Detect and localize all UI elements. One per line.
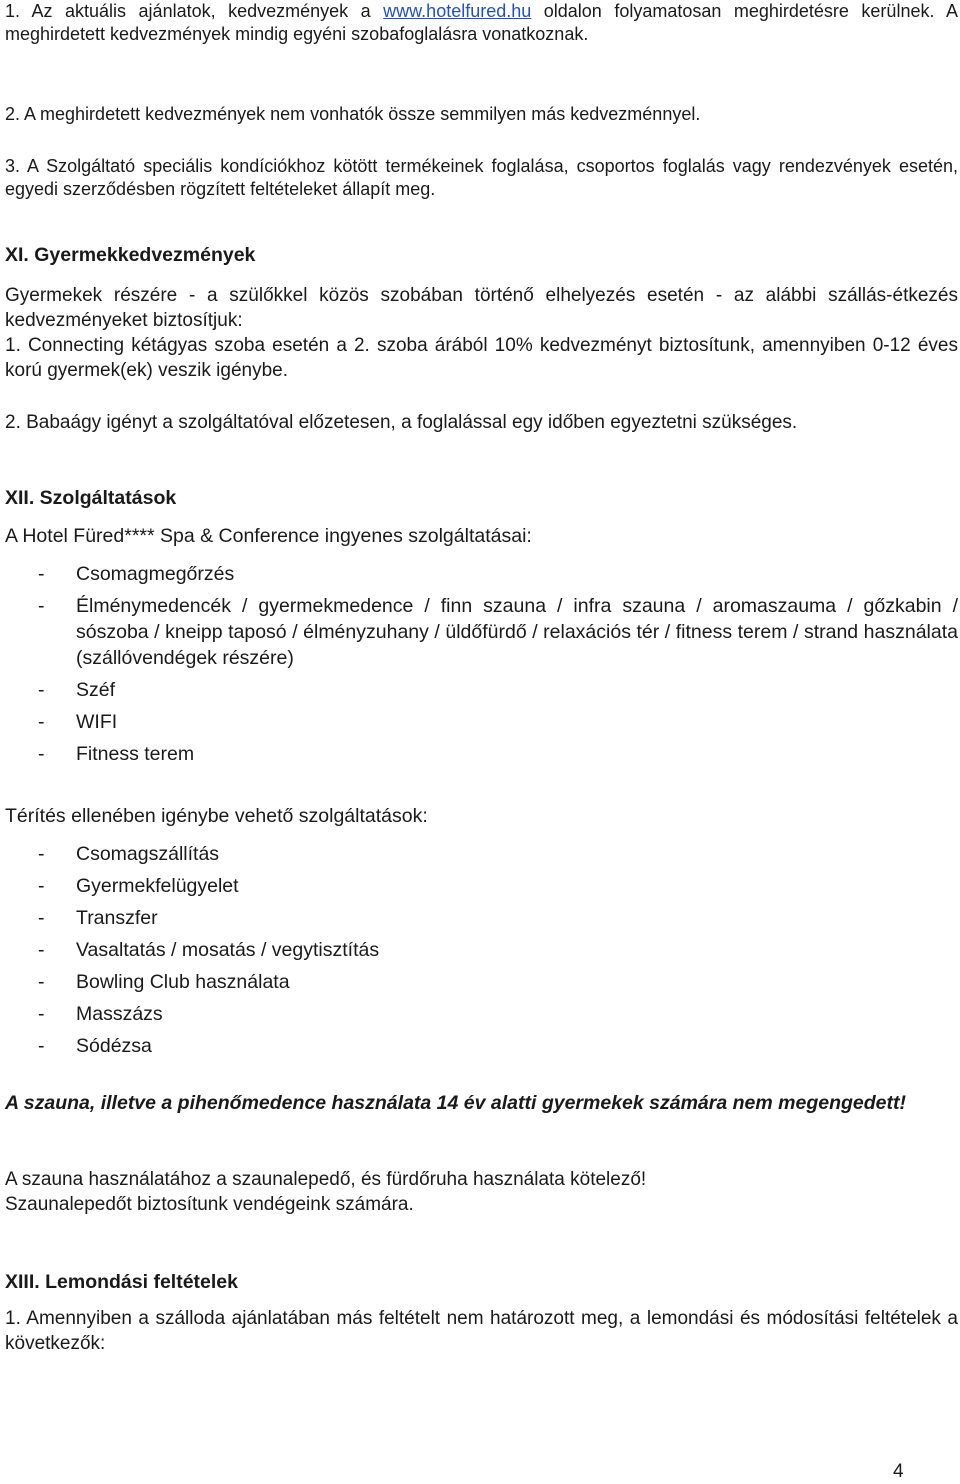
section-heading-services: XII. Szolgáltatások [5, 487, 177, 509]
list-item: - Gyermekfelügyelet [38, 875, 239, 897]
offers-text-end: oldalon folyamatosan meghirdetésre kerülnek. A meghirdetett kedvezmények mindig egyéni szobafoglalásra vonatkoznak. [5, 1, 958, 44]
list-item: - Fitness terem [38, 743, 195, 765]
paragraph-special-conditions: 3. A Szolgáltató speciális kondíciókhoz kötött termékeinek foglalása, csoportos foglalás vagy rendezvények esetén, egyedi szerződésben rögzített feltételeket állapít meg. [5, 156, 958, 199]
list-item: - Széf [38, 679, 116, 701]
list-item: - Transzfer [38, 907, 158, 929]
free-services-intro: A Hotel Füred**** Spa & Conference ingyenes szolgáltatásai: [5, 525, 532, 547]
cancellation-item-1: 1. Amennyiben a szálloda ajánlatában más feltételt nem határozott meg, a lemondási és módosítási feltételek a következők: [5, 1308, 958, 1354]
sauna-towel-provided: Szaunalepedőt biztosítunk vendégeink számára. [5, 1194, 414, 1215]
paid-services-list [5, 841, 958, 1059]
paragraph-offers [5, 0, 958, 46]
paid-services-intro: Térítés ellenében igénybe vehető szolgáltatások: [5, 805, 428, 827]
list-item: - Bowling Club használata [38, 971, 290, 993]
child-discount-item-1: 1. Connecting kétágyas szoba esetén a 2. szoba árából 10% kedvezményt biztosítunk, amennyiben 0-12 éves korú gyermek(ek) veszik igénybe. [5, 335, 958, 381]
list-item: - Vasaltatás / mosatás / vegytisztítás [38, 939, 380, 961]
offers-text-start: 1. Az aktuális ajánlatok, kedvezmények a [5, 1, 371, 21]
sauna-towel-rule: A szauna használatához a szaunalepedő, és fürdőruha használata kötelező! [5, 1169, 647, 1190]
list-item: - Csomagszállítás [38, 843, 220, 865]
hotel-website-link[interactable]: www.hotelfured.hu [383, 1, 532, 21]
paragraph-no-combination: 2. A meghirdetett kedvezmények nem vonhatók össze semmilyen más kedvezménnyel. [5, 104, 701, 124]
child-discount-item-2: 2. Babaágy igényt a szolgáltatóval előzetesen, a foglalással egy időben egyeztetni szükséges. [5, 412, 798, 433]
free-services-list [5, 561, 958, 767]
sauna-age-warning: A szauna, illetve a pihenőmedence használata 14 év alatti gyermekek számára nem megengedett! [5, 1092, 906, 1114]
list-item: - Sódézsa [38, 1035, 152, 1057]
list-item: - Élménymedencék / gyermekmedence / finn szauna / infra szauna / aromaszauma / gőzkabin / sószoba / kneipp taposó / élményzuhany / üldőfürdő / relaxációs tér / fitness terem / strand használata (szállóvendégek részére) [38, 595, 958, 669]
child-discounts-intro: Gyermekek részére - a szülőkkel közös szobában történő elhelyezés esetén - az alábbi szállás-étkezés kedvezményeket biztosítjuk: [5, 285, 958, 331]
list-item: - Masszázs [38, 1003, 163, 1025]
list-item: - Csomagmegőrzés [38, 563, 235, 585]
section-heading-child-discounts: XI. Gyermekkedvezmények [5, 244, 256, 266]
list-item: - WIFI [38, 711, 118, 733]
section-heading-cancellation: XIII. Lemondási feltételek [5, 1271, 238, 1293]
page-number: 4 [893, 1461, 904, 1482]
